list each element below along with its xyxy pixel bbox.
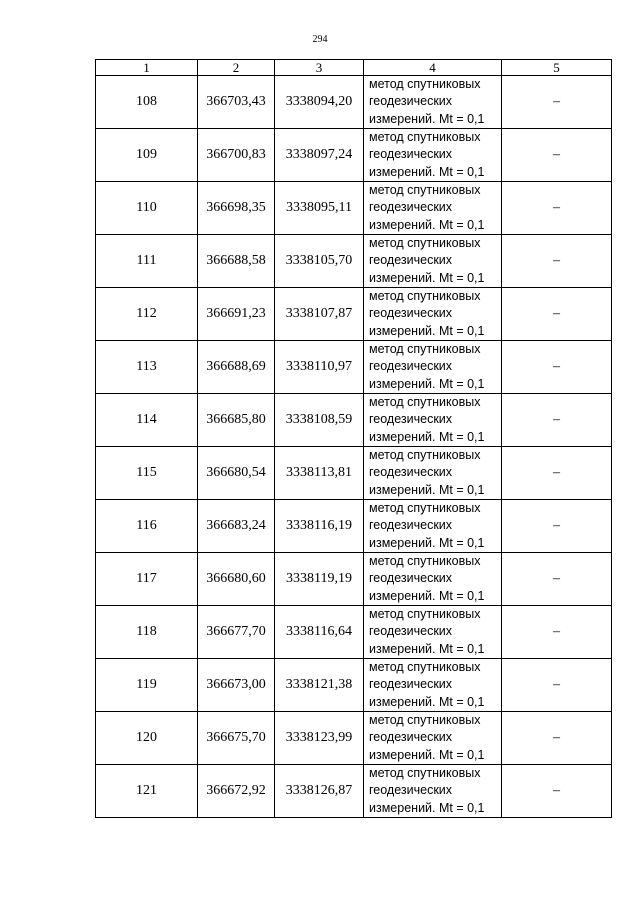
y-coordinate-cell: 3338116,19 bbox=[275, 500, 364, 553]
method-text-line: метод спутниковых bbox=[369, 766, 481, 781]
method-text-line: метод спутниковых bbox=[369, 130, 481, 145]
table-row bbox=[96, 129, 612, 182]
method-text-line: измерений. Mt = 0,1 bbox=[369, 747, 485, 762]
method-text-line: метод спутниковых bbox=[369, 77, 481, 92]
column-header: 2 bbox=[198, 60, 275, 76]
x-coordinate-cell: 366677,70 bbox=[198, 606, 275, 659]
method-text-line: метод спутниковых bbox=[369, 607, 481, 622]
column-header: 4 bbox=[364, 60, 502, 76]
method-cell bbox=[364, 500, 502, 553]
table-row bbox=[96, 235, 612, 288]
method-text-line: измерений. Mt = 0,1 bbox=[369, 800, 485, 815]
point-number-cell: 108 bbox=[96, 76, 198, 129]
method-text-line: метод спутниковых bbox=[369, 554, 481, 569]
column-5-cell: – bbox=[502, 341, 612, 394]
x-coordinate-cell: 366691,23 bbox=[198, 288, 275, 341]
column-5-cell: – bbox=[502, 765, 612, 818]
method-text-line: измерений. Mt = 0,1 bbox=[369, 111, 485, 126]
table-row bbox=[96, 447, 612, 500]
point-number-cell: 120 bbox=[96, 712, 198, 765]
y-coordinate-cell: 3338123,99 bbox=[275, 712, 364, 765]
y-coordinate-cell: 3338095,11 bbox=[275, 182, 364, 235]
method-text-line: геодезических bbox=[369, 571, 453, 586]
method-text-line: измерений. Mt = 0,1 bbox=[369, 694, 485, 709]
y-coordinate-cell: 3338107,87 bbox=[275, 288, 364, 341]
point-number-cell: 117 bbox=[96, 553, 198, 606]
method-text-line: измерений. Mt = 0,1 bbox=[369, 323, 485, 338]
y-coordinate-cell: 3338097,24 bbox=[275, 129, 364, 182]
point-number-cell: 119 bbox=[96, 659, 198, 712]
y-coordinate-cell: 3338110,97 bbox=[275, 341, 364, 394]
method-cell bbox=[364, 765, 502, 818]
method-text-line: геодезических bbox=[369, 253, 453, 268]
x-coordinate-cell: 366680,60 bbox=[198, 553, 275, 606]
method-cell bbox=[364, 288, 502, 341]
method-text-line: геодезических bbox=[369, 94, 453, 109]
point-number-cell: 109 bbox=[96, 129, 198, 182]
method-text-line: метод спутниковых bbox=[369, 183, 481, 198]
method-text-line: измерений. Mt = 0,1 bbox=[369, 535, 485, 550]
method-cell bbox=[364, 182, 502, 235]
table-body bbox=[96, 76, 612, 818]
x-coordinate-cell: 366672,92 bbox=[198, 765, 275, 818]
table-row bbox=[96, 500, 612, 553]
method-text-line: геодезических bbox=[369, 465, 453, 480]
column-header: 1 bbox=[96, 60, 198, 76]
column-header: 5 bbox=[502, 60, 612, 76]
method-text-line: метод спутниковых bbox=[369, 660, 481, 675]
method-text-line: метод спутниковых bbox=[369, 289, 481, 304]
y-coordinate-cell: 3338116,64 bbox=[275, 606, 364, 659]
method-cell bbox=[364, 129, 502, 182]
table-row bbox=[96, 394, 612, 447]
method-cell bbox=[364, 447, 502, 500]
y-coordinate-cell: 3338126,87 bbox=[275, 765, 364, 818]
point-number-cell: 113 bbox=[96, 341, 198, 394]
y-coordinate-cell: 3338108,59 bbox=[275, 394, 364, 447]
method-text-line: геодезических bbox=[369, 624, 453, 639]
method-text-line: измерений. Mt = 0,1 bbox=[369, 270, 485, 285]
table-row bbox=[96, 76, 612, 129]
method-text-line: геодезических bbox=[369, 783, 453, 798]
y-coordinate-cell: 3338121,38 bbox=[275, 659, 364, 712]
column-5-cell: – bbox=[502, 500, 612, 553]
method-cell bbox=[364, 341, 502, 394]
method-text-line: метод спутниковых bbox=[369, 713, 481, 728]
method-cell bbox=[364, 659, 502, 712]
method-text-line: геодезических bbox=[369, 147, 453, 162]
column-5-cell: – bbox=[502, 394, 612, 447]
point-number-cell: 110 bbox=[96, 182, 198, 235]
method-text-line: метод спутниковых bbox=[369, 342, 481, 357]
table-header-row bbox=[96, 60, 612, 76]
method-cell bbox=[364, 606, 502, 659]
y-coordinate-cell: 3338094,20 bbox=[275, 76, 364, 129]
method-cell bbox=[364, 394, 502, 447]
method-text-line: измерений. Mt = 0,1 bbox=[369, 641, 485, 656]
method-text-line: геодезических bbox=[369, 730, 453, 745]
x-coordinate-cell: 366688,69 bbox=[198, 341, 275, 394]
method-text-line: геодезических bbox=[369, 359, 453, 374]
column-5-cell: – bbox=[502, 447, 612, 500]
method-cell bbox=[364, 235, 502, 288]
method-text-line: измерений. Mt = 0,1 bbox=[369, 429, 485, 444]
point-number-cell: 116 bbox=[96, 500, 198, 553]
column-header: 3 bbox=[275, 60, 364, 76]
method-text-line: геодезических bbox=[369, 200, 453, 215]
method-text-line: измерений. Mt = 0,1 bbox=[369, 164, 485, 179]
method-cell bbox=[364, 76, 502, 129]
page-number: 294 bbox=[312, 34, 328, 45]
table-row bbox=[96, 659, 612, 712]
table-row bbox=[96, 765, 612, 818]
x-coordinate-cell: 366688,58 bbox=[198, 235, 275, 288]
table-row bbox=[96, 288, 612, 341]
method-text-line: метод спутниковых bbox=[369, 236, 481, 251]
method-cell bbox=[364, 553, 502, 606]
method-text-line: геодезических bbox=[369, 677, 453, 692]
column-5-cell: – bbox=[502, 288, 612, 341]
y-coordinate-cell: 3338105,70 bbox=[275, 235, 364, 288]
column-5-cell: – bbox=[502, 606, 612, 659]
method-text-line: метод спутниковых bbox=[369, 448, 481, 463]
x-coordinate-cell: 366685,80 bbox=[198, 394, 275, 447]
method-text-line: измерений. Mt = 0,1 bbox=[369, 588, 485, 603]
y-coordinate-cell: 3338113,81 bbox=[275, 447, 364, 500]
method-cell bbox=[364, 712, 502, 765]
column-5-cell: – bbox=[502, 182, 612, 235]
method-text-line: геодезических bbox=[369, 412, 453, 427]
x-coordinate-cell: 366680,54 bbox=[198, 447, 275, 500]
method-text-line: измерений. Mt = 0,1 bbox=[369, 376, 485, 391]
point-number-cell: 114 bbox=[96, 394, 198, 447]
table-row bbox=[96, 606, 612, 659]
x-coordinate-cell: 366703,43 bbox=[198, 76, 275, 129]
coordinates-table bbox=[95, 59, 612, 818]
x-coordinate-cell: 366698,35 bbox=[198, 182, 275, 235]
point-number-cell: 118 bbox=[96, 606, 198, 659]
method-text-line: метод спутниковых bbox=[369, 501, 481, 516]
column-5-cell: – bbox=[502, 76, 612, 129]
x-coordinate-cell: 366673,00 bbox=[198, 659, 275, 712]
method-text-line: геодезических bbox=[369, 518, 453, 533]
table-row bbox=[96, 553, 612, 606]
method-text-line: измерений. Mt = 0,1 bbox=[369, 482, 485, 497]
point-number-cell: 115 bbox=[96, 447, 198, 500]
point-number-cell: 112 bbox=[96, 288, 198, 341]
table-row bbox=[96, 712, 612, 765]
column-5-cell: – bbox=[502, 659, 612, 712]
column-5-cell: – bbox=[502, 553, 612, 606]
table-row bbox=[96, 341, 612, 394]
y-coordinate-cell: 3338119,19 bbox=[275, 553, 364, 606]
x-coordinate-cell: 366675,70 bbox=[198, 712, 275, 765]
column-5-cell: – bbox=[502, 235, 612, 288]
x-coordinate-cell: 366700,83 bbox=[198, 129, 275, 182]
point-number-cell: 121 bbox=[96, 765, 198, 818]
point-number-cell: 111 bbox=[96, 235, 198, 288]
method-text-line: геодезических bbox=[369, 306, 453, 321]
table-row bbox=[96, 182, 612, 235]
column-5-cell: – bbox=[502, 129, 612, 182]
x-coordinate-cell: 366683,24 bbox=[198, 500, 275, 553]
method-text-line: измерений. Mt = 0,1 bbox=[369, 217, 485, 232]
column-5-cell: – bbox=[502, 712, 612, 765]
method-text-line: метод спутниковых bbox=[369, 395, 481, 410]
